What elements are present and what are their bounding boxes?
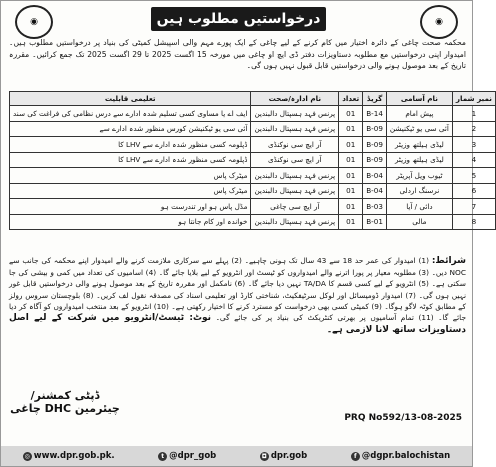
- row-no: 7: [452, 199, 495, 215]
- table-row: [10, 137, 496, 153]
- emblem-right-icon: ◉: [420, 5, 458, 39]
- row-no: 1: [452, 106, 495, 122]
- conditions-heading: شرائط:: [431, 256, 466, 266]
- col-header-no: نمبر شمار: [452, 92, 495, 106]
- conditions-note: نوٹ: ٹیسٹ/انٹرویو میں شرکت کے لیے اصل دستاویزات ساتھ لانا لازمی ہے۔: [9, 313, 466, 336]
- footer-twitter-text: @dpr_gob: [169, 451, 217, 461]
- footer-website-text: www.dpr.gob.pk.: [33, 451, 115, 461]
- row-count: 01: [339, 106, 363, 122]
- row-grade: B-03: [363, 199, 387, 215]
- row-count: 01: [339, 199, 363, 215]
- table-row: [10, 183, 496, 199]
- row-grade: B-04: [363, 183, 387, 199]
- globe-icon: ◎: [24, 452, 30, 460]
- table-row: [10, 152, 496, 168]
- footer-facebook-text: @dgpr.balochistan: [361, 451, 451, 461]
- row-no: 3: [452, 137, 495, 153]
- row-post: لیڈی ہیلتھ وزیٹر: [386, 152, 452, 168]
- row-grade: B-09: [363, 137, 387, 153]
- table-row: [10, 121, 496, 137]
- row-place: پرنس فہد ہسپتال دالبندین: [251, 168, 339, 184]
- col-header-grade: گریڈ: [363, 92, 387, 106]
- row-count: 01: [339, 121, 363, 137]
- row-qualification: میٹرک پاس: [10, 183, 251, 199]
- row-qualification: ڈپلومہ کسی منظور شدہ ادارے سے LHV کا: [10, 137, 251, 153]
- row-place: پرنس فہد ہسپتال دالبندین: [251, 183, 339, 199]
- row-count: 01: [339, 152, 363, 168]
- row-place: پرنس فہد ہسپتال دالبندین: [251, 214, 339, 230]
- table-row: [10, 106, 496, 122]
- row-qualification: خواندہ اور کام جانتا ہو: [10, 214, 251, 230]
- prq-number: PRQ No592/13-08-2025: [344, 413, 462, 423]
- signature-designation: چیئرمین DHC چاغی: [10, 402, 120, 415]
- row-post: پیش امام: [386, 106, 452, 122]
- row-no: 6: [452, 183, 495, 199]
- twitter-icon: t: [158, 452, 167, 461]
- table-row: [10, 214, 496, 230]
- row-grade: B-09: [363, 152, 387, 168]
- row-place: آر ایچ سی نوکنڈی: [251, 137, 339, 153]
- row-count: 01: [339, 137, 363, 153]
- col-header-count: تعداد: [339, 92, 363, 106]
- footer-twitter[interactable]: [158, 451, 216, 461]
- row-post: دائی / آیا: [386, 199, 452, 215]
- row-no: 4: [452, 152, 495, 168]
- row-qualification: آئی سی یو ٹیکنیشن کورس منظور شدہ ادارے سے: [10, 121, 251, 137]
- emblem-left-icon: ◉: [15, 5, 53, 39]
- footer-bar: [1, 446, 472, 466]
- footer-instagram[interactable]: [260, 451, 307, 461]
- conditions-section: [9, 255, 466, 336]
- instagram-icon: ◘: [261, 452, 267, 460]
- intro-paragraph: محکمہ صحت چاغی کے دائرہ اختیار میں کام کرنے کے لیے چاغی کے ایک پورے مہم والی اسپیشل کمیٹی کی بنیاد پر درخواستیں مطلوب ہیں۔ امیدوار اپنی درخواستیں مع مطلوبہ دستاویزات دفتر ڈی ایچ او چاغی میں مورخہ 15 اگست 2025 تا 29 اگست 2025 تک جمع کرائیں۔ مقررہ تاریخ کے بعد موصول ہونے والی درخواستیں قابل قبول نہیں ہوں گی۔: [9, 38, 466, 71]
- row-count: 01: [339, 214, 363, 230]
- row-count: 01: [339, 168, 363, 184]
- row-no: 8: [452, 214, 495, 230]
- row-place: آر ایچ سی چاغی: [251, 199, 339, 215]
- row-place: پرنس فہد ہسپتال دالبندین: [251, 121, 339, 137]
- facebook-icon: f: [351, 452, 360, 461]
- row-post: آئی سی یو ٹیکنیشن: [386, 121, 452, 137]
- row-no: 2: [452, 121, 495, 137]
- row-post: نرسنگ اردلی: [386, 183, 452, 199]
- table-header-row: [10, 92, 496, 106]
- row-qualification: مڈل پاس ہو اور تندرست ہو: [10, 199, 251, 215]
- row-grade: B-04: [363, 168, 387, 184]
- row-place: آر ایچ سی نوکنڈی: [251, 152, 339, 168]
- row-place: پرنس فہد ہسپتال دالبندین: [251, 106, 339, 122]
- signature-title: ڈپٹی کمشنر/: [30, 389, 100, 402]
- row-post: مالی: [386, 214, 452, 230]
- row-count: 01: [339, 183, 363, 199]
- row-grade: B-01: [363, 214, 387, 230]
- row-post: ٹیوب ویل آپریٹر: [386, 168, 452, 184]
- row-no: 5: [452, 168, 495, 184]
- row-qualification: میٹرک پاس: [10, 168, 251, 184]
- footer-website[interactable]: [23, 451, 115, 461]
- table-row: [10, 168, 496, 184]
- col-header-qualification: تعلیمی قابلیت: [10, 92, 251, 106]
- footer-facebook[interactable]: [351, 451, 450, 461]
- row-qualification: ڈپلومہ کسی منظور شدہ ادارے سے LHV کا: [10, 152, 251, 168]
- vacancy-table: [9, 91, 496, 230]
- conditions-text: (1) امیدوار کی عمر حد 18 سے 43 سال تک ہونی چاہیے۔ (2) پہلے سے سرکاری ملازمت کرنے والے امیدوار اپنے محکمہ کی جانب سے NOC دیں۔ (3) مطلوبہ معیار پر پورا اترنے والے امیدواروں کو ٹیسٹ اور انٹرویو کے لیے بلایا جائے گا۔ (4) اسامیوں کی تعداد میں کمی و بیشی کی جا سکتی ہے۔ (5) انٹرویو کے لیے کسی قسم کا TA/DA نہیں دیا جائے گا۔ (6) نامکمل اور مقررہ تاریخ کے بعد موصول ہونے والی درخواستیں قابل غور نہیں ہوں گی۔ (7) امیدوار ڈومیسائل اور لوکل سرٹیفکیٹ، شناختی کارڈ اور تعلیمی اسناد کی مصدقہ نقول لف کریں۔ (8) بلوچستان سروس رولز کے مطابق کوٹہ لاگو ہوگا۔ (9) کمیٹی کسی بھی درخواست کو مسترد کرنے کا اختیار رکھتی ہے۔ (10) انٹرویو کے بعد منتخب امیدواروں کو آگاہ کر دیا جائے گا۔ (11) تمام آسامیوں پر بھرتی کنٹریکٹ کی بنیاد پر کی جائے گی۔: [9, 256, 467, 323]
- row-qualification: ایف اے یا مساوی کسی تسلیم شدہ ادارے سے درس نظامی کی فراغت کی سند: [10, 106, 251, 122]
- col-header-place: نام ادارہ/صحت: [251, 92, 339, 106]
- col-header-post: نام آسامی: [386, 92, 452, 106]
- page-title: درخواستیں مطلوب ہیں: [151, 7, 326, 31]
- table-row: [10, 199, 496, 215]
- row-post: لیڈی ہیلتھ وزیٹر: [386, 137, 452, 153]
- signature-block: [9, 389, 121, 415]
- row-grade: B-09: [363, 121, 387, 137]
- footer-instagram-text: dpr.gob: [270, 451, 308, 461]
- row-grade: B-14: [363, 106, 387, 122]
